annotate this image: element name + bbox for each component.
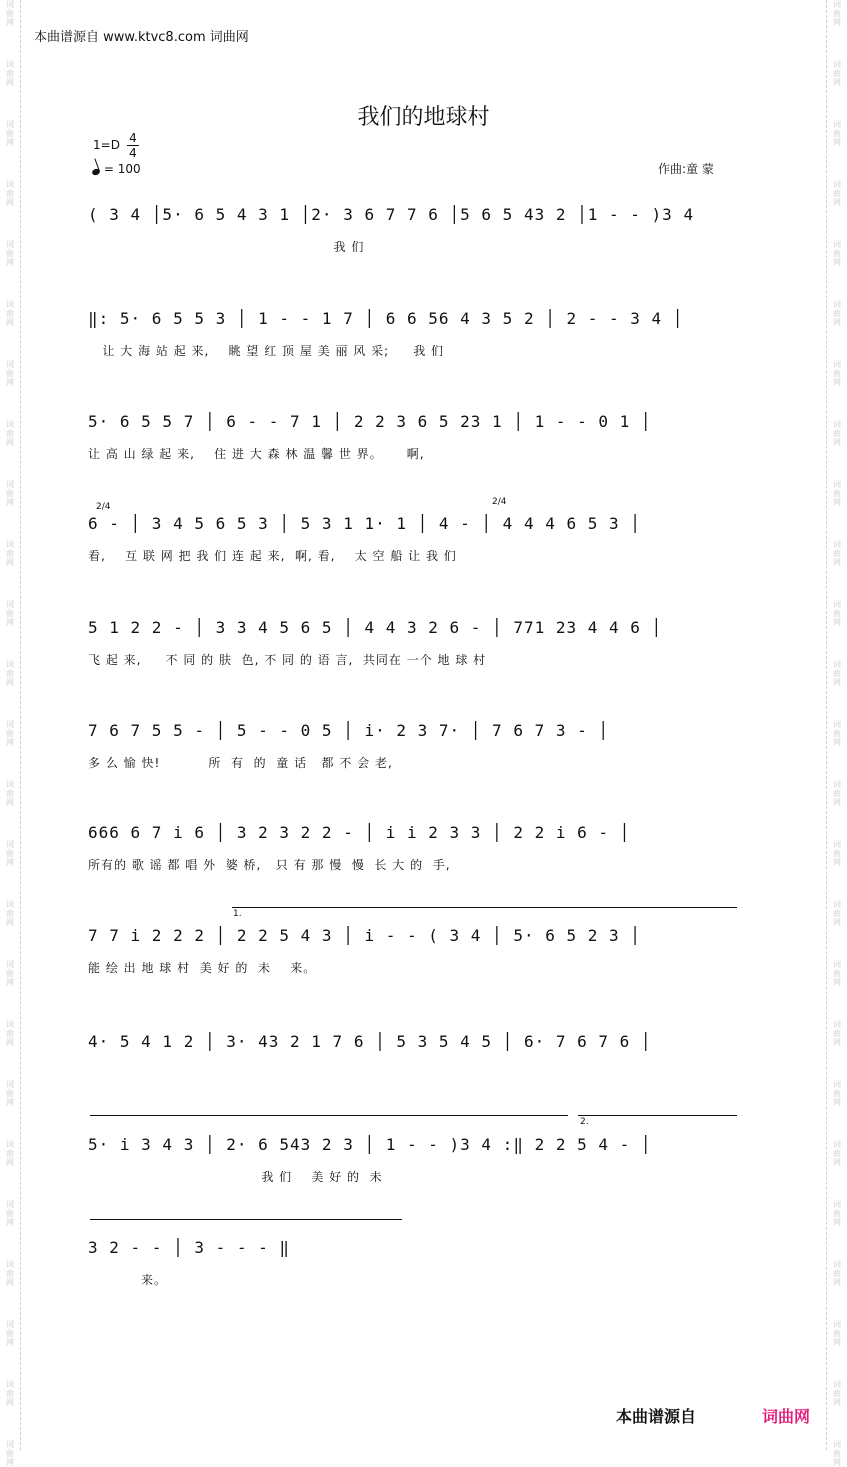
lyrics-line bbox=[88, 1065, 748, 1081]
watermark-text: 词 曲 网 bbox=[6, 300, 14, 327]
score-row-4 bbox=[88, 513, 748, 563]
lyrics-line: 我 们 美 好 的 未 bbox=[88, 1170, 383, 1184]
notation-line: 7 6 7 5 5 - │ 5 - - 0 5 │ i· 2 3 7· │ 7 6 7 3 - │ bbox=[88, 721, 610, 740]
watermark-text: 词 曲 网 bbox=[6, 600, 14, 627]
score-row-5 bbox=[88, 617, 748, 667]
footer-site-logo: 词曲网 bbox=[762, 1407, 811, 1426]
second-ending-bracket-continued bbox=[90, 1219, 402, 1220]
watermark-text: 词 曲 网 bbox=[6, 1020, 14, 1047]
watermark-text: 词 曲 网 bbox=[6, 1140, 14, 1167]
quarter-note-icon bbox=[91, 168, 101, 176]
watermark-text: 词 曲 网 bbox=[833, 180, 841, 207]
score-row-8 bbox=[88, 925, 748, 975]
time-signature-top: 4 bbox=[129, 131, 137, 145]
meter-change-marker: 2/4 bbox=[492, 497, 507, 507]
watermark-text: 词 曲 网 bbox=[6, 1200, 14, 1227]
key-signature: 1=D bbox=[93, 138, 120, 152]
watermark-text: 词 曲 网 bbox=[833, 720, 841, 747]
second-ending-label: 2. bbox=[580, 1117, 589, 1127]
watermark-text: 词 曲 网 bbox=[6, 120, 14, 147]
watermark-text: 词 曲 网 bbox=[6, 540, 14, 567]
watermark-text: 词 曲 网 bbox=[833, 960, 841, 987]
watermark-text: 词 曲 网 bbox=[6, 1380, 14, 1407]
score-row-2 bbox=[88, 308, 748, 358]
watermark-text: 词 曲 网 bbox=[833, 1440, 841, 1467]
watermark-text: 词 曲 网 bbox=[833, 480, 841, 507]
watermark-text: 词 曲 网 bbox=[6, 1320, 14, 1347]
score-row-9 bbox=[88, 1031, 748, 1081]
watermark-text: 词 曲 网 bbox=[6, 660, 14, 687]
watermark-text: 词 曲 网 bbox=[6, 900, 14, 927]
composer-credit: 作曲:童 蒙 bbox=[658, 162, 714, 176]
notation-line: 6 - │ 3 4 5 6 5 3 │ 5 3 1 1· 1 │ 4 - │ 4 4 4 6 5 3 │ bbox=[88, 514, 641, 533]
first-ending-bracket bbox=[232, 907, 737, 908]
watermark-text: 词 曲 网 bbox=[833, 240, 841, 267]
watermark-text: 词 曲 网 bbox=[833, 0, 841, 27]
lyrics-line: 看, 互 联 网 把 我 们 连 起 来, 啊, 看, 太 空 船 让 我 们 bbox=[88, 549, 457, 563]
watermark-text: 词 曲 网 bbox=[833, 1140, 841, 1167]
tempo-value: = 100 bbox=[103, 162, 141, 176]
watermark-text: 词 曲 网 bbox=[6, 1260, 14, 1287]
watermark-text: 词 曲 网 bbox=[6, 720, 14, 747]
watermark-text: 词 曲 网 bbox=[833, 1080, 841, 1107]
lyrics-line: 飞 起 来, 不 同 的 肤 色, 不 同 的 语 言, 共同在 一个 地 球 村 bbox=[88, 653, 487, 667]
time-signature-bottom: 4 bbox=[127, 145, 139, 160]
lyrics-line: 所有的 歌 谣 都 唱 外 婆 桥, 只 有 那 慢 慢 长 大 的 手, bbox=[88, 858, 451, 872]
watermark-text: 词 曲 网 bbox=[833, 900, 841, 927]
watermark-text: 词 曲 网 bbox=[833, 60, 841, 87]
first-ending-bracket-continued bbox=[90, 1115, 568, 1116]
watermark-text: 词 曲 网 bbox=[833, 1320, 841, 1347]
song-title: 我们的地球村 bbox=[357, 105, 490, 130]
watermark-text: 词 曲 网 bbox=[833, 1380, 841, 1407]
watermark-text: 词 曲 网 bbox=[833, 780, 841, 807]
watermark-text: 词 曲 网 bbox=[6, 1080, 14, 1107]
watermark-text: 词 曲 网 bbox=[6, 480, 14, 507]
notation-line: 5· i 3 4 3 │ 2· 6 543 2 3 │ 1 - - )3 4 :‖ 2 2 5 4 - │ bbox=[88, 1135, 652, 1154]
lyrics-line: 让 大 海 站 起 来, 眺 望 红 顶 屋 美 丽 风 采; 我 们 bbox=[88, 344, 445, 358]
time-signature bbox=[127, 131, 139, 160]
lyrics-line: 我 们 bbox=[88, 240, 365, 254]
tempo-marking bbox=[92, 162, 141, 176]
watermark-text: 词 曲 网 bbox=[833, 420, 841, 447]
watermark-text: 词 曲 网 bbox=[6, 360, 14, 387]
notation-line: 5 1 2 2 - │ 3 3 4 5 6 5 │ 4 4 3 2 6 - │ 771 23 4 4 6 │ bbox=[88, 618, 663, 637]
notation-line: 5· 6 5 5 7 │ 6 - - 7 1 │ 2 2 3 6 5 23 1 │ 1 - - 0 1 │ bbox=[88, 412, 652, 431]
score-row-1 bbox=[88, 204, 748, 254]
score-row-6 bbox=[88, 720, 748, 770]
lyrics-line: 多 么 愉 快! 所 有 的 童 话 都 不 会 老, bbox=[88, 756, 393, 770]
notation-line: 7 7 i 2 2 2 │ 2 2 5 4 3 │ i - - ( 3 4 │ 5· 6 5 2 3 │ bbox=[88, 926, 641, 945]
watermark-text: 词 曲 网 bbox=[833, 1020, 841, 1047]
watermark-text: 词 曲 网 bbox=[6, 420, 14, 447]
footer-source-label: 本曲谱源自 bbox=[616, 1407, 697, 1426]
watermark-text: 词 曲 网 bbox=[833, 1200, 841, 1227]
score-row-7 bbox=[88, 822, 748, 872]
watermark-text: 词 曲 网 bbox=[833, 540, 841, 567]
lyrics-line: 能 绘 出 地 球 村 美 好 的 未 来。 bbox=[88, 961, 317, 975]
meter-change-marker: 2/4 bbox=[96, 502, 111, 512]
watermark-text: 词 曲 网 bbox=[833, 660, 841, 687]
watermark-text: 词 曲 网 bbox=[833, 300, 841, 327]
watermark-text: 词 曲 网 bbox=[6, 780, 14, 807]
first-ending-label: 1. bbox=[233, 909, 242, 919]
notation-line: 4· 5 4 1 2 │ 3· 43 2 1 7 6 │ 5 3 5 4 5 │ 6· 7 6 7 6 │ bbox=[88, 1032, 652, 1051]
lyrics-line: 让 高 山 绿 起 来, 住 进 大 森 林 温 馨 世 界。 啊, bbox=[88, 447, 425, 461]
watermark-text: 词 曲 网 bbox=[6, 240, 14, 267]
watermark-text: 词 曲 网 bbox=[6, 1440, 14, 1467]
watermark-text: 词 曲 网 bbox=[833, 120, 841, 147]
watermark-text: 词 曲 网 bbox=[6, 0, 14, 27]
score-row-10 bbox=[88, 1134, 748, 1184]
notation-line: 3 2 - - │ 3 - - - ‖ bbox=[88, 1238, 291, 1257]
notation-line: ‖: 5· 6 5 5 3 │ 1 - - 1 7 │ 6 6 56 4 3 5 2 │ 2 - - 3 4 │ bbox=[88, 309, 684, 328]
score-row-11 bbox=[88, 1237, 748, 1287]
watermark-text: 词 曲 网 bbox=[6, 180, 14, 207]
score-row-3 bbox=[88, 411, 748, 461]
lyrics-line: 来。 bbox=[88, 1273, 167, 1287]
watermark-text: 词 曲 网 bbox=[6, 60, 14, 87]
watermark-text: 词 曲 网 bbox=[833, 1260, 841, 1287]
second-ending-bracket bbox=[578, 1115, 737, 1116]
watermark-text: 词 曲 网 bbox=[833, 600, 841, 627]
notation-line: ( 3 4 │5· 6 5 4 3 1 │2· 3 6 7 7 6 │5 6 5 43 2 │1 - - )3 4 bbox=[88, 205, 695, 224]
watermark-text: 词 曲 网 bbox=[833, 360, 841, 387]
notation-line: 666 6 7 i 6 │ 3 2 3 2 2 - │ i i 2 3 3 │ 2 2 i 6 - │ bbox=[88, 823, 631, 842]
source-line: 本曲谱源自 www.ktvc8.com 词曲网 bbox=[34, 30, 249, 45]
watermark-text: 词 曲 网 bbox=[6, 960, 14, 987]
watermark-text: 词 曲 网 bbox=[6, 840, 14, 867]
watermark-text: 词 曲 网 bbox=[833, 840, 841, 867]
